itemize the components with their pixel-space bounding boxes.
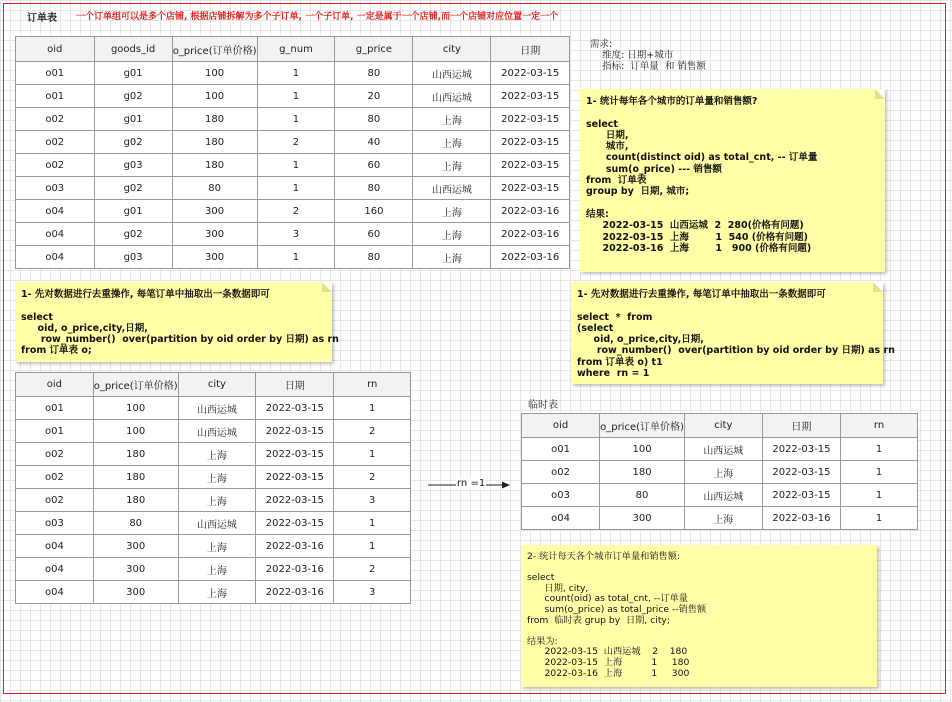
table-cell: 2022-03-16 [256, 558, 334, 581]
table-cell: o02 [16, 466, 94, 489]
table-cell: 300 [172, 246, 257, 269]
table-cell: 上海 [178, 489, 256, 512]
table-cell: 1 [257, 62, 335, 85]
table-cell: 1 [841, 461, 918, 484]
table-cell: 100 [172, 85, 257, 108]
table-cell: 山西运城 [178, 512, 256, 535]
table-cell: g02 [94, 85, 172, 108]
table-cell: 80 [335, 62, 413, 85]
orders-table [15, 36, 570, 269]
column-header: oid [16, 37, 95, 62]
table-cell: 2022-03-15 [256, 420, 334, 443]
table-cell: 2022-03-15 [256, 397, 334, 420]
table-cell: 180 [172, 131, 257, 154]
table-cell: 1 [257, 108, 335, 131]
table-row [16, 177, 570, 200]
table-row [16, 489, 411, 512]
table-cell: 300 [172, 200, 257, 223]
table-row [16, 466, 411, 489]
table-row [522, 484, 918, 507]
table-cell: 2022-03-15 [491, 85, 570, 108]
table-cell: 180 [93, 443, 178, 466]
table-cell: o02 [16, 108, 95, 131]
table-cell: o04 [16, 223, 95, 246]
table-cell: 2022-03-15 [256, 489, 334, 512]
table-cell: 60 [335, 154, 413, 177]
table-cell: 3 [334, 581, 411, 604]
table-cell: 2022-03-15 [491, 62, 570, 85]
column-header: goods_id [94, 37, 172, 62]
table-cell: 80 [600, 484, 685, 507]
table-row [16, 443, 411, 466]
table-cell: 上海 [413, 108, 491, 131]
table-cell: 山西运城 [178, 397, 256, 420]
table-row [16, 558, 411, 581]
table-cell: 山西运城 [413, 62, 491, 85]
table-cell: 1 [257, 246, 335, 269]
table-cell: 2022-03-15 [762, 461, 840, 484]
table-cell: g02 [94, 223, 172, 246]
table-cell: 100 [93, 420, 178, 443]
table-cell: 300 [172, 223, 257, 246]
table-cell: 上海 [178, 581, 256, 604]
table-cell: o01 [16, 62, 95, 85]
table-cell: 2022-03-15 [256, 466, 334, 489]
column-header: o_price(订单价格) [93, 373, 178, 397]
table-cell: 100 [600, 438, 685, 461]
note-dedup-left: 1- 先对数据进行去重操作, 每笔订单中抽取出一条数据即可 select oid, o_price,city,日期, row_number() over(partition by oid order by 日期) as rn from 订单表 o; [15, 282, 332, 362]
table-cell: 80 [93, 512, 178, 535]
table-cell: 上海 [684, 461, 762, 484]
column-header: rn [334, 373, 411, 397]
table-row [16, 581, 411, 604]
table-cell: 2 [334, 420, 411, 443]
table-cell: 上海 [178, 443, 256, 466]
table-cell: 180 [93, 489, 178, 512]
table-cell: o02 [16, 489, 94, 512]
column-header: rn [841, 414, 918, 438]
table-row [16, 223, 570, 246]
table-cell: 80 [335, 108, 413, 131]
note-query-2: 2- 统计每天各个城市订单量和销售额: select 日期, city, count(oid) as total_cnt, --订单量 sum(o_price) as total_price --销售额 from 临时表 grup by 日期, city; 结果为: 2022-03-15 山西运城 2 180 2022-03-15 上海 1 180 2022-03-16 上海 1 300 [521, 545, 877, 687]
table-cell: 2022-03-16 [256, 535, 334, 558]
column-header: city [178, 373, 256, 397]
table-cell: o04 [16, 535, 94, 558]
table-cell: 1 [334, 443, 411, 466]
table-cell: 2022-03-15 [256, 512, 334, 535]
table-cell: g01 [94, 108, 172, 131]
table-cell: o02 [16, 443, 94, 466]
column-header: oid [522, 414, 600, 438]
table-row [16, 62, 570, 85]
rn-table [15, 372, 411, 604]
table-cell: 2 [334, 466, 411, 489]
arrow-label: rn =1 [457, 478, 486, 489]
table-cell: 上海 [178, 535, 256, 558]
column-header: city [684, 414, 762, 438]
table-cell: 1 [334, 397, 411, 420]
table-cell: 2022-03-15 [762, 484, 840, 507]
table-row [16, 397, 411, 420]
table-row [16, 535, 411, 558]
table-cell: 2022-03-15 [491, 177, 570, 200]
table-cell: 160 [335, 200, 413, 223]
table-row [522, 438, 918, 461]
table-cell: 80 [335, 177, 413, 200]
table-cell: 1 [257, 154, 335, 177]
table-cell: 上海 [413, 223, 491, 246]
table-cell: 2022-03-16 [491, 223, 570, 246]
table-row [522, 461, 918, 484]
table-cell: 2 [257, 200, 335, 223]
table-row [16, 200, 570, 223]
table-row [522, 507, 918, 530]
column-header: 日期 [491, 37, 570, 62]
table-cell: 2 [257, 131, 335, 154]
table-cell: 180 [172, 108, 257, 131]
table-row [16, 246, 570, 269]
table-row [16, 131, 570, 154]
table-cell: 1 [841, 507, 918, 530]
table-cell: o04 [16, 246, 95, 269]
table-cell: 上海 [413, 154, 491, 177]
table-cell: 3 [257, 223, 335, 246]
table-cell: 20 [335, 85, 413, 108]
table-cell: o02 [16, 154, 95, 177]
table-cell: 2022-03-16 [256, 581, 334, 604]
column-header: o_price(订单价格) [172, 37, 257, 62]
column-header: o_price(订单价格) [600, 414, 685, 438]
table-cell: 60 [335, 223, 413, 246]
table-cell: 1 [841, 484, 918, 507]
table-cell: 300 [93, 581, 178, 604]
table-cell: 山西运城 [178, 420, 256, 443]
table-cell: 上海 [413, 200, 491, 223]
table-cell: 1 [257, 177, 335, 200]
column-header: g_num [257, 37, 335, 62]
table-cell: 2 [334, 558, 411, 581]
table-cell: 300 [93, 558, 178, 581]
table-cell: 2022-03-15 [491, 154, 570, 177]
table-cell: 1 [257, 85, 335, 108]
column-header: 日期 [256, 373, 334, 397]
table-cell: 山西运城 [684, 438, 762, 461]
table-cell: o04 [16, 558, 94, 581]
table-cell: g02 [94, 131, 172, 154]
table-cell: o02 [16, 131, 95, 154]
table-cell: 300 [93, 535, 178, 558]
table-cell: o04 [16, 200, 95, 223]
note-query-1: 1- 统计每年各个城市的订单量和销售额? select 日期, 城市, count(distinct oid) as total_cnt, -- 订单量 sum(o_price) --- 销售额 from 订单表 group by 日期, 城市; 结果: 2022-03-15 山西运城 2 280(价格有问题) 2022-03-15 上海 1 540 (价格有问题) 2022-03-16 上海 1 900 (价格有问题) [580, 89, 885, 272]
table-cell: 上海 [684, 507, 762, 530]
table-cell: 2022-03-16 [762, 507, 840, 530]
table-cell: o01 [16, 420, 94, 443]
table-cell: 100 [172, 62, 257, 85]
table-cell: g03 [94, 246, 172, 269]
table-cell: 上海 [413, 246, 491, 269]
table-cell: o04 [16, 581, 94, 604]
table-cell: 山西运城 [684, 484, 762, 507]
table-cell: 300 [600, 507, 685, 530]
table-cell: o03 [16, 177, 95, 200]
table-cell: o01 [16, 397, 94, 420]
note-dedup-right: 1- 先对数据进行去重操作, 每笔订单中抽取出一条数据即可 select * from (select oid, o_price,city,日期, row_number() over(partition by oid order by 日期) as rn from 订单表 o) t1 where rn = 1 [571, 282, 883, 384]
table-cell: 100 [93, 397, 178, 420]
table-cell: o03 [522, 484, 600, 507]
table-cell: o03 [16, 512, 94, 535]
table-cell: 山西运城 [413, 85, 491, 108]
table-cell: 山西运城 [413, 177, 491, 200]
table-cell: o04 [522, 507, 600, 530]
table-cell: g01 [94, 62, 172, 85]
table-row [16, 85, 570, 108]
table-header-row [16, 37, 570, 62]
table-cell: g02 [94, 177, 172, 200]
table-cell: o02 [522, 461, 600, 484]
table-cell: g03 [94, 154, 172, 177]
table-cell: 上海 [178, 466, 256, 489]
temp-table-label: 临时表 [528, 400, 558, 411]
table-cell: 2022-03-15 [491, 108, 570, 131]
table-cell: 180 [600, 461, 685, 484]
table-cell: 1 [334, 535, 411, 558]
table-cell: o01 [16, 85, 95, 108]
table-cell: o01 [522, 438, 600, 461]
page-subtitle: 一个订单组可以是多个店铺, 根据店铺拆解为多个子订单, 一个子订单, 一定是属于一个店铺,而一个店铺对应位置一定一个 [76, 12, 559, 22]
table-row [16, 420, 411, 443]
table-row [16, 512, 411, 535]
table-cell: 2022-03-16 [491, 200, 570, 223]
requirement-text: 需求: 维度: 日期+城市 指标: 订单量 和 销售额 [590, 39, 706, 72]
table-cell: 上海 [413, 131, 491, 154]
table-cell: 2022-03-15 [491, 131, 570, 154]
table-cell: 1 [841, 438, 918, 461]
table-cell: 40 [335, 131, 413, 154]
table-cell: 80 [172, 177, 257, 200]
table-cell: 2022-03-15 [256, 443, 334, 466]
table-cell: 80 [335, 246, 413, 269]
table-cell: 1 [334, 512, 411, 535]
column-header: city [413, 37, 491, 62]
page-title: 订单表 [27, 13, 57, 24]
table-cell: 2022-03-15 [762, 438, 840, 461]
table-cell: 3 [334, 489, 411, 512]
table-cell: 2022-03-16 [491, 246, 570, 269]
table-row [16, 154, 570, 177]
table-row [16, 108, 570, 131]
column-header: oid [16, 373, 94, 397]
table-cell: g01 [94, 200, 172, 223]
table-cell: 180 [172, 154, 257, 177]
column-header: g_price [335, 37, 413, 62]
table-cell: 180 [93, 466, 178, 489]
table-cell: 上海 [178, 558, 256, 581]
table-header-row [522, 414, 918, 438]
table-header-row [16, 373, 411, 397]
column-header: 日期 [762, 414, 840, 438]
temp-table [521, 413, 918, 530]
